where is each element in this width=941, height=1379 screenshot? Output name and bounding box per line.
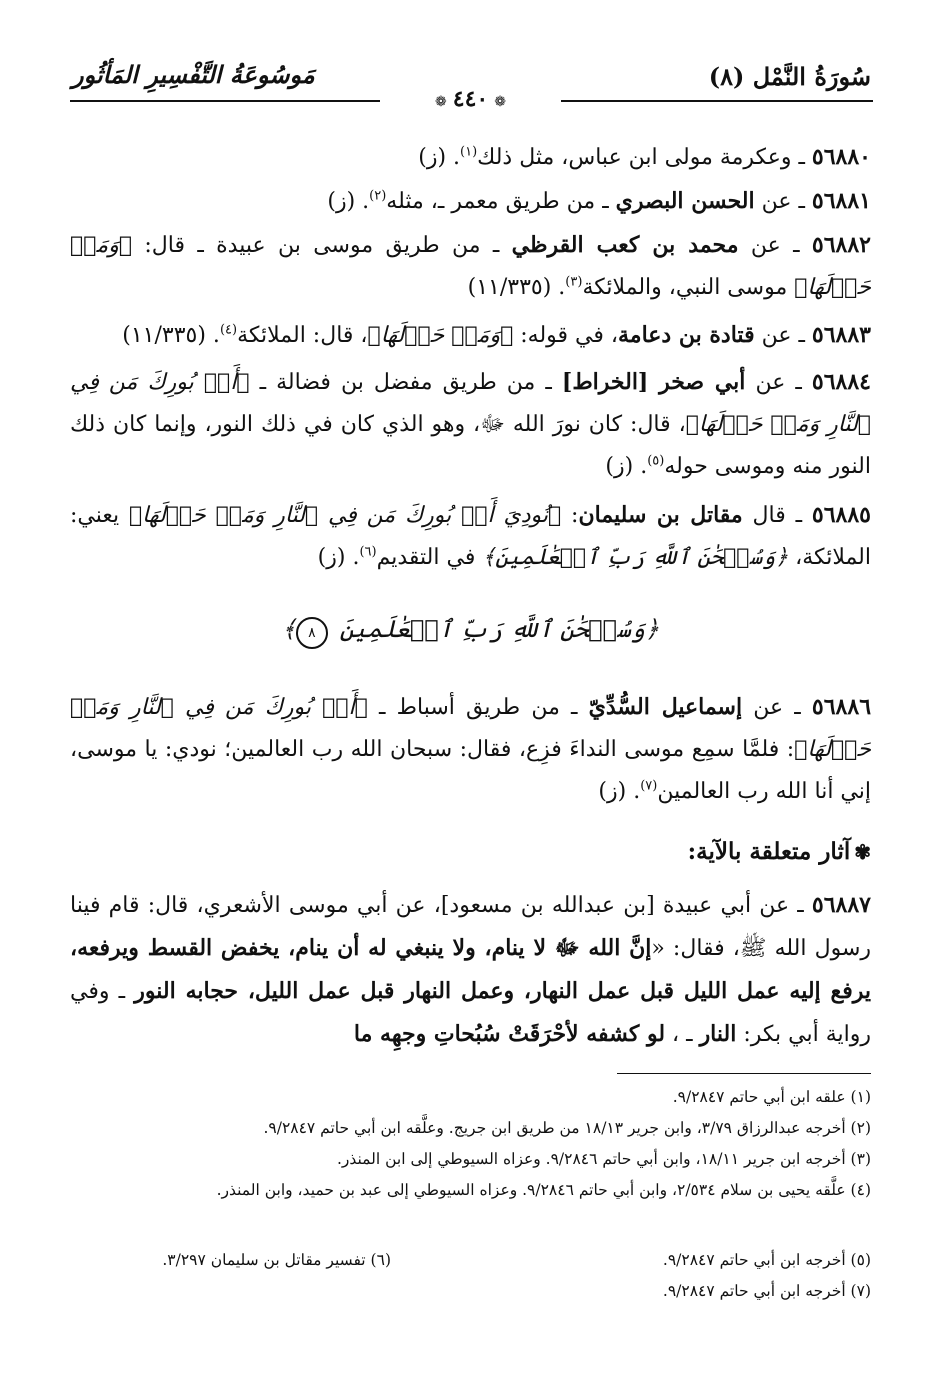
text: ـ وعكرمة مولى ابن عباس، مثل ذلك	[477, 145, 812, 170]
text: ـ من طريق موسى بن عبيدة ـ قال:	[132, 233, 512, 258]
narrator-name: محمد بن كعب القرظي	[511, 232, 739, 258]
ornament-icon: ❁	[435, 93, 447, 110]
paragraph-56887	[70, 884, 871, 1056]
footnote-7: (٧) أخرجه ابن أبي حاتم ٩/٢٨٤٧.	[662, 1282, 871, 1300]
text: ـ عن أبي عبيدة [بن عبدالله بن مسعود]، عن أبي موسى الأشعري، قال: قام فينا رسول الله ﷺ، فقال: «	[70, 893, 872, 961]
narrator-name: الحسن البصري	[615, 188, 755, 214]
text: :	[561, 503, 579, 528]
footnote-1: (١) علقه ابن أبي حاتم ٩/٢٨٤٧.	[672, 1088, 871, 1106]
text: ، في قوله:	[513, 323, 619, 348]
quran-quote: ﴿وَسُبۡحَٰنَ ٱللَّهِ رَبِّ ٱلۡعَٰلَمِينَ﴾	[482, 545, 789, 570]
footnote-ref: (٢)	[369, 188, 387, 204]
text: ـ قال	[742, 503, 812, 528]
page-number: ٤٤٠	[452, 86, 489, 112]
footnote-ref: (٦)	[359, 544, 377, 560]
narrator-name: مقاتل بن سليمان	[578, 502, 743, 528]
paragraph-56883	[70, 314, 871, 357]
entry-number: ٥٦٨٨٦	[811, 694, 872, 720]
text: ـ عن	[754, 323, 812, 348]
text: في التقديم	[376, 545, 483, 570]
footnote-4: (٤) علَّقه يحيى بن سلام ٢/٥٣٤، وابن أبي حاتم ٩/٢٨٤٦. وعزاه السيوطي إلى عبد بن حميد، وابن المنذر.	[216, 1181, 871, 1199]
flower-icon: ✾	[854, 840, 871, 864]
entry-number: ٥٦٨٨٤	[811, 369, 871, 395]
book-title: مَوسُوعَةُ التَّفْسِيرِ المَأثُور	[72, 60, 315, 89]
text: يعني: الملائكة،	[70, 503, 871, 570]
footnote-6: (٦) تفسير مقاتل بن سليمان ٣/٢٩٧.	[162, 1251, 391, 1269]
entry-number: ٥٦٨٨٣	[811, 322, 871, 348]
text: . (ز)	[317, 545, 360, 570]
text: ـ من طريق مفضل بن فضالة ـ	[249, 370, 562, 395]
ayah-close: ﴾	[281, 615, 296, 643]
quran-quote: ﴿نُودِيَ أَنۢ بُورِكَ مَن فِي ٱلنَّارِ وَمَنۡ حَوۡلَهَا﴾	[128, 503, 562, 528]
footnote-row-5-6	[70, 1245, 871, 1276]
paragraph-56884	[70, 361, 871, 488]
footnote-2: (٢) أخرجه عبدالرزاق ٣/٧٩، وابن جرير ١٨/١٣ من طريق ابن جريج. وعلَّقه ابن أبي حاتم ٩/٢٨٤٧.	[263, 1119, 871, 1137]
paragraph-56886	[70, 686, 871, 813]
footnote-ref: (٥)	[647, 453, 665, 469]
paragraph-56885	[70, 494, 871, 579]
entry-number: ٥٦٨٨٥	[811, 502, 871, 528]
text: ـ من طريق معمر ـ، مثله	[386, 189, 616, 214]
text: ـ وفي رواية أبي بكر:	[70, 979, 871, 1047]
text: ـ من طريق أسباط ـ	[367, 695, 589, 720]
hadith-text: لو كشفه لأحْرَقَتْ سُبُحاتِ وجهِه ما	[353, 1021, 666, 1047]
hadith-text: إنَّ الله ﷻ لا ينام، ولا ينبغي له أن ينام، يخفض القسط ويرفعه، يرفع إليه عمل الليل قبل عمل النهار، وعمل النهار قبل عمل الليل، حجابه النور	[70, 935, 871, 1004]
quran-quote: ﴿أَنۢ بُورِكَ مَن فِي ٱلنَّارِ وَمَنۡ حَوۡلَهَا﴾	[70, 370, 871, 437]
surah-title: سُورَةُ النَّمْل (٨)	[708, 62, 871, 91]
entry-number: ٥٦٨٨٢	[811, 232, 871, 258]
footnote-3: (٣) أخرجه ابن جرير ١٨/١١، وابن أبي حاتم ٩/٢٨٤٦. وعزاه السيوطي إلى ابن المنذر.	[336, 1150, 871, 1168]
section-heading	[688, 838, 871, 865]
narrator-name: أبي صخر [الخراط]	[561, 369, 746, 395]
text: موسى النبي، والملائكة	[582, 275, 795, 300]
entry-number: ٥٦٨٨١	[811, 188, 871, 214]
quran-quote: ﴿وَمَنۡ حَوۡلَهَا﴾	[367, 323, 514, 348]
text: ـ عن	[742, 695, 812, 720]
quran-quote: ﴿أَنۢ بُورِكَ مَن فِي ٱلنَّارِ وَمَنۡ حَوۡلَهَا﴾	[70, 695, 871, 762]
text: . (ز)	[327, 189, 370, 214]
section-title: آثار متعلقة بالآية:	[687, 838, 851, 865]
narrator-name: قتادة بن دعامة	[618, 322, 755, 348]
narrator-name: إسماعيل السُّدِّيّ	[588, 694, 743, 720]
paragraph-56880	[70, 136, 871, 179]
footnote-ref: (١)	[460, 144, 478, 160]
text: . (١١/٣٣٥)	[122, 323, 220, 348]
page-number-block	[380, 86, 561, 114]
footnote-rule	[617, 1073, 871, 1074]
ayah-number-badge: ٨	[296, 617, 328, 649]
entry-number: ٥٦٨٨٠	[811, 144, 871, 170]
quran-quote: ﴿وَمَنۡ حَوۡلَهَا﴾	[70, 233, 871, 300]
text: . (١١/٣٣٥)	[467, 275, 566, 300]
footnote-ref: (٣)	[565, 274, 583, 290]
paragraph-56882	[70, 224, 871, 309]
text: ـ عن	[738, 233, 812, 258]
paragraph-56881	[70, 180, 871, 223]
text: ـ عن	[754, 189, 812, 214]
entry-number: ٥٦٨٨٧	[811, 892, 871, 918]
footnote-ref: (٧)	[640, 778, 658, 794]
footnote-ref: (٤)	[219, 322, 238, 338]
text: ـ عن	[745, 370, 812, 395]
text: . (ز)	[418, 145, 461, 170]
footnote-5: (٥) أخرجه ابن أبي حاتم ٩/٢٨٤٧.	[662, 1251, 871, 1269]
ayah-text: ﴿وَسُبۡحَٰنَ ٱللَّهِ رَبِّ ٱلۡعَٰلَمِينَ	[339, 615, 660, 643]
hadith-text: النار	[699, 1021, 737, 1047]
text: . (ز)	[598, 779, 641, 804]
text: ، قال: كان نورَ الله ﷻ، وهو الذي كان في ذلك النور، وإنما كان ذلك النور منه وموسى حوله	[70, 412, 871, 479]
text: : فلمَّا سمِع موسى النداءَ فزِع، فقال: سبحان الله رب العالمين؛ نودي: يا موسى، إني أنا الله رب العالمين	[70, 737, 871, 804]
text: . (ز)	[605, 454, 648, 479]
text: ـ ،	[665, 1022, 700, 1047]
ornament-icon: ❁	[494, 93, 506, 110]
text: ، قال: الملائكة	[237, 323, 368, 348]
ayah-verse	[0, 615, 941, 649]
